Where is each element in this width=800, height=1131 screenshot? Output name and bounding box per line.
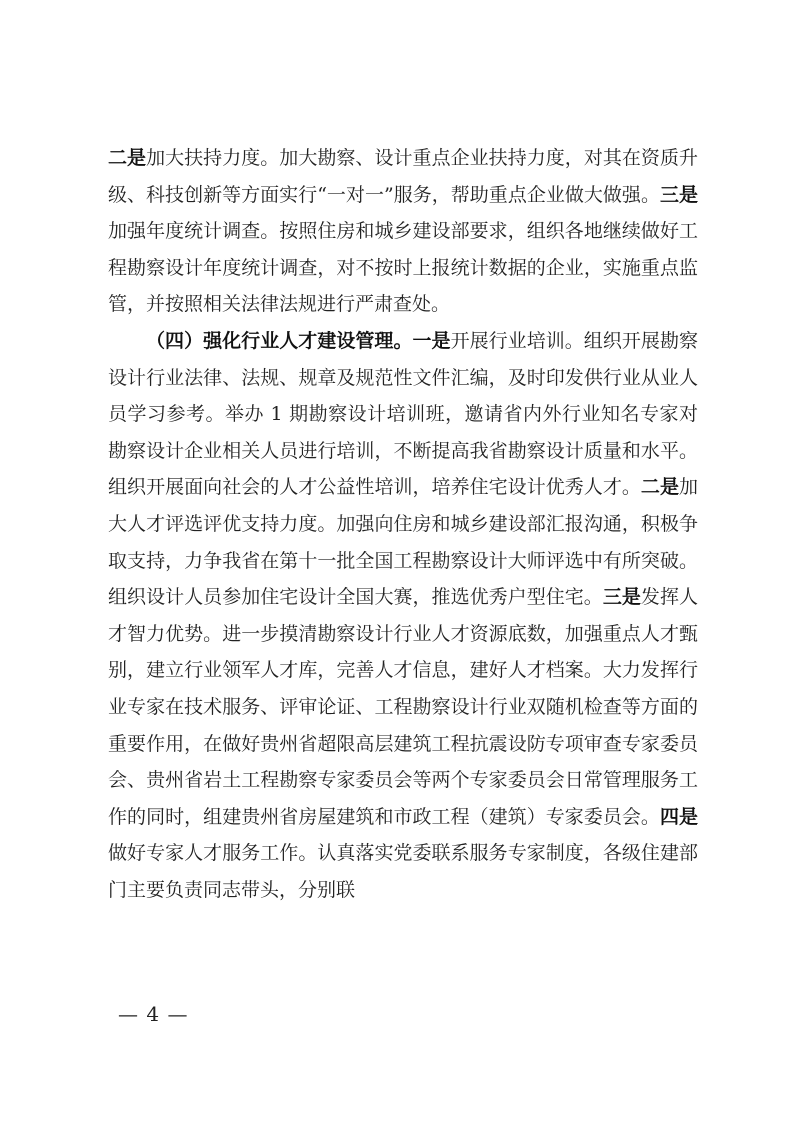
run-2-3: 二是 bbox=[640, 476, 679, 499]
run-1-1: 二是 bbox=[108, 147, 147, 169]
run-2-6: 发挥人才智力优势。进一步摸清勘察设计行业人才资源底数，加强重点人才甄别，建立行业领军人才库，完善人才信息，建好人才档案。大力发挥行业专家在技术服务、评审论证、工程勘察设计行业双随机检查等方面的重要作用，在做好贵州省超限高层建筑工程抗震设防专项审查专家委员会、贵州省岩土工程勘察专家委员会等两个专家委员会日常管理服务工作的同时，组建贵州省房屋建筑和市政工程（建筑）专家委员会。 bbox=[108, 586, 698, 828]
run-2-8: 做好专家人才服务工作。认真落实党委联系服务专家制度，各级住建部门主要负责同志带头，分别联 bbox=[108, 842, 698, 901]
run-2-4: 加大人才评选评优支持力度。加强向住房和城乡建设部汇报沟通，积极争取支持，力争我省在第十一批全国工程勘察设计大师评选中有所突破。组织设计人员参加住宅设计全国大赛，推选优秀户型住宅。 bbox=[108, 476, 698, 609]
run-2-5: 三是 bbox=[602, 586, 641, 609]
section-heading: （四）强化行业人才建设管理。一是 bbox=[146, 329, 451, 352]
paragraph-2 bbox=[108, 323, 698, 909]
run-2-7: 四是 bbox=[659, 805, 698, 828]
document-body bbox=[108, 140, 698, 908]
run-1-3: 三是 bbox=[659, 183, 698, 206]
run-1-2: 加大扶持力度。加大勘察、设计重点企业扶持力度，对其在资质升级、科技创新等方面实行“一对一”服务，帮助重点企业做大做强。 bbox=[108, 147, 698, 206]
run-1-4: 加强年度统计调查。按照住房和城乡建设部要求，组织各地继续做好工程勘察设计年度统计调查，对不按时上报统计数据的企业，实施重点监管，并按照相关法律法规进行严肃查处。 bbox=[108, 220, 698, 316]
run-2-2: 开展行业培训。组织开展勘察设计行业法律、法规、规章及规范性文件汇编，及时印发供行业从业人员学习参考。举办 1 期勘察设计培训班，邀请省内外行业知名专家对勘察设计企业相关人员进行培训，不断提高我省勘察设计质量和水平。组织开展面向社会的人才公益性培训，培养住宅设计优秀人才。 bbox=[108, 329, 698, 499]
page-number: — 4 — bbox=[118, 1002, 189, 1026]
paragraph-1 bbox=[108, 140, 698, 323]
